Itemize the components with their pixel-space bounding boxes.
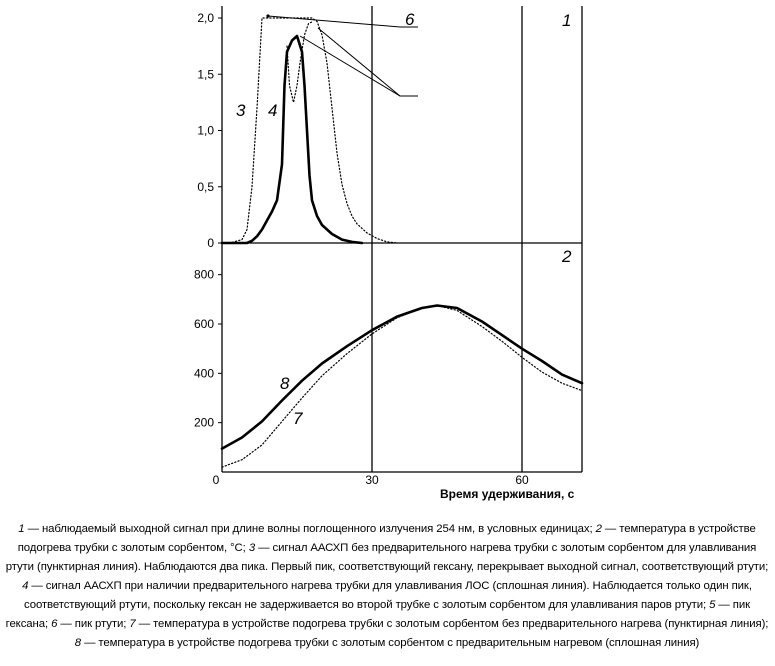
chart-frame <box>222 6 582 472</box>
caption-text-3: — сигнал ААСХП без предварительного нагрева трубки с золотым сорбентом для улавливания ртути (пунктирная линия). Наблюдаются два пика. Первый пик, соответствующий гексану, перекрывает выходной сигнал, соответствующий ртути; <box>5 542 769 573</box>
caption-key-2: 2 <box>595 523 602 535</box>
x-tick-label: 60 <box>515 473 529 487</box>
leader-line <box>268 16 418 27</box>
caption-key-1: 1 <box>18 523 25 535</box>
caption-key-5: 5 <box>709 599 716 611</box>
series-line-aux <box>287 21 313 102</box>
y-tick-label: 1,5 <box>197 67 214 82</box>
series-line-3 <box>222 18 397 243</box>
y-tick-label: 600 <box>193 317 214 331</box>
series-line-4 <box>222 36 362 243</box>
bottom-panel-ticks <box>194 268 529 487</box>
leader-dot <box>266 14 269 17</box>
panel-label-2: 2 <box>562 247 572 266</box>
y-tick-label: 200 <box>193 415 214 430</box>
caption-key-3: 3 <box>248 542 256 554</box>
caption-key-6: 6 <box>51 618 58 630</box>
leader-line <box>318 28 400 96</box>
caption-text-4: — сигнал ААСХП при наличии предварительного нагрева трубки для улавливания ЛОС (сплошная линия). Наблюдается только один пик, соответствующий ртути, поскольку гексан не задерживается во второй трубке с золотым сорбентом для улавливания паров ртути; <box>23 580 752 611</box>
x-tick-label: 30 <box>365 473 379 487</box>
series-label-8: 8 <box>280 374 290 393</box>
caption-text-6: — пик ртути; <box>57 618 130 630</box>
bottom-panel-series <box>222 306 582 468</box>
x-tick-label: 0 <box>212 473 220 487</box>
caption-text-1: — наблюдаемый выходной сигнал при длине волны поглощенного излучения 254 нм, в условных единицах; <box>24 523 596 535</box>
leader-line <box>300 36 418 96</box>
caption-key-7: 7 <box>129 618 136 630</box>
caption-text-5: — пик гексана; <box>5 599 750 630</box>
caption-text-7: — температура в устройстве подогрева трубки с золотым сорбентом без предварительного нагрева (пунктирная линия); <box>135 618 769 630</box>
figure-caption <box>4 520 770 653</box>
series-line-8 <box>222 306 582 449</box>
caption-key-4: 4 <box>22 580 29 592</box>
top-panel-series <box>222 18 397 243</box>
series-label-7: 7 <box>293 409 303 428</box>
top-panel-y-ticks <box>197 11 222 250</box>
caption-text-8: — температура в устройстве подогрева трубки с золотым сорбентом с предварительным нагревом (сплошная линия) <box>81 637 700 649</box>
y-tick-label: 2,0 <box>197 11 214 25</box>
panel-label-1: 1 <box>562 11 572 30</box>
series-line-7 <box>222 306 582 468</box>
caption-text-2: — температура в устройстве подогрева трубки с золотым сорбентом, °С; <box>17 523 756 554</box>
x-axis-title: Время удерживания, с <box>440 487 575 501</box>
series-label-3: 3 <box>236 101 246 120</box>
y-tick-label: 0 <box>207 236 214 250</box>
y-tick-label: 400 <box>193 366 214 381</box>
series-label-4: 4 <box>268 101 278 120</box>
y-tick-label: 800 <box>193 267 214 282</box>
annotation-label-5: 6 <box>405 10 415 29</box>
caption-key-8: 8 <box>74 637 81 649</box>
y-tick-label: 1,0 <box>197 123 214 138</box>
y-tick-label: 0,5 <box>197 179 214 194</box>
